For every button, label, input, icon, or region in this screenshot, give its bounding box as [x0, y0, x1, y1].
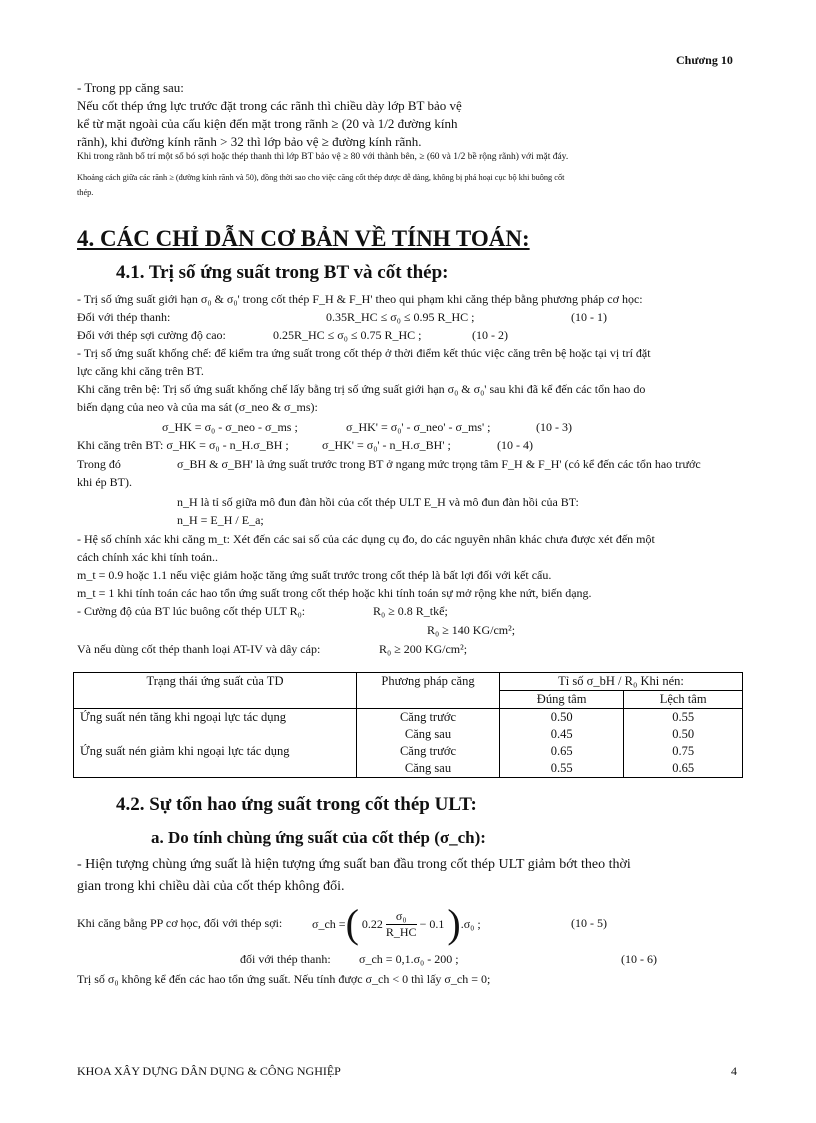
table-header-centric: Đúng tâm: [500, 691, 624, 709]
table-cell-state: [74, 726, 357, 743]
section-a-heading: a. Do tính chùng ứng suất của cốt thép (σ_ch):: [151, 828, 486, 847]
formula-coef: 0.22: [361, 917, 383, 931]
body41-p16: m_t = 0.9 hoặc 1.1 nếu việc giảm hoặc tăng ứng suất trước trong cốt thép là bất lợi đối với kết cấu.: [77, 568, 552, 582]
body41-p18b: R₀ ≥ 0.8 R_tkể;: [373, 604, 448, 618]
body41-p18a: - Cường độ của BT lúc buông cốt thép ULT R₀:: [77, 604, 306, 618]
body41-p8a: σ_HK = σ₀ - σ_neo - σ_ms ;: [162, 420, 298, 434]
eq-10-2: (10 - 2): [472, 328, 508, 342]
section-4-2-heading: 4.2. Sự tổn hao ứng suất trong cốt thép ULT:: [116, 794, 477, 815]
table-cell-centric: 0.50: [500, 709, 624, 727]
formula-lhs: σ_ch =: [312, 917, 346, 931]
table-row: [74, 726, 743, 743]
table-cell-eccentric: 0.75: [624, 743, 743, 760]
body41-p10a: Trong đó: [77, 457, 121, 471]
intro-line-3: kể từ mặt ngoài của cấu kiện đến mặt trong rãnh ≥ (20 và 1/2 đường kính: [77, 116, 458, 131]
table-cell-centric: 0.55: [500, 760, 624, 778]
table-cell-eccentric: 0.50: [624, 726, 743, 743]
body41-p4: - Trị số ứng suất khống chế: để kiểm tra ứng suất trong cốt thép ở thời điểm kết thúc việc căng trên bệ hoặc tại vị trí đặt: [77, 346, 651, 360]
table-header-ratio: Tỉ số σ_bH / R₀ Khi nén:: [500, 673, 743, 691]
body41-p2a: Đối với thép thanh:: [77, 310, 171, 324]
intro-line-7: thép.: [77, 188, 94, 197]
table-cell-method: Căng trước: [357, 709, 500, 727]
table-cell-method: Căng trước: [357, 743, 500, 760]
body41-p12: n_H là tỉ số giữa mô đun đàn hồi của cốt thép ULT E_H và mô đun đàn hồi của BT:: [177, 495, 579, 509]
table-header-eccentric: Lệch tâm: [624, 691, 743, 709]
table-header-state: Trạng thái ứng suất của TD: [146, 674, 284, 688]
formula-10-6: σ_ch = 0,1.σ₀ - 200 ;: [359, 952, 459, 966]
table-cell-centric: 0.65: [500, 743, 624, 760]
table-cell-state: Ứng suất nén giảm khi ngoại lực tác dụng: [80, 744, 290, 758]
intro-line-2: Nếu cốt thép ứng lực trước đặt trong các rãnh thì chiều dày lớp BT bảo vệ: [77, 98, 462, 113]
formula-10-5: [312, 899, 481, 949]
footer-faculty: KHOA XÂY DỰNG DÂN DỤNG & CÔNG NGHIỆP: [77, 1064, 341, 1078]
body41-p9a: Khi căng trên BT: σ_HK = σ₀ - n_H.σ_BH ;: [77, 438, 289, 452]
body41-p20b: R₀ ≥ 200 KG/cm²;: [379, 642, 468, 656]
body41-p1: - Trị số ứng suất giới hạn σ₀ & σ₀' trong cốt thép F_H & F_H' theo qui phạm khi căng thép bằng phương pháp cơ học:: [77, 292, 643, 306]
body41-p19: R₀ ≥ 140 KG/cm²;: [427, 623, 516, 637]
body41-p14: - Hệ số chính xác khi căng m_t: Xét đến các sai số của các dụng cụ đo, do các nguyên nhân khác chưa được xét đến một: [77, 532, 655, 546]
table-cell-eccentric: 0.55: [624, 709, 743, 727]
chapter-label: Chương 10: [676, 53, 733, 67]
left-paren: (: [345, 901, 359, 946]
table-row: [74, 709, 743, 727]
bodyA-p2: gian trong khi chiều dài của cốt thép không đổi.: [77, 879, 345, 894]
stress-ratio-table: [73, 672, 743, 778]
eq-10-3: (10 - 3): [536, 420, 572, 434]
section-4-1-heading: 4.1. Trị số ứng suất trong BT và cốt thép:: [116, 262, 449, 283]
formula-tail: − 0.1: [419, 917, 445, 931]
eq-10-6: (10 - 6): [621, 952, 657, 966]
formula-end: .σ₀ ;: [460, 917, 481, 931]
formula-fraction: [386, 909, 417, 940]
intro-line-6: Khoảng cách giữa các rãnh ≥ (đường kính rãnh và 50), đồng thời sao cho việc căng cốt thép được dễ dàng, không bị phá hoại cục bộ khi buông cốt: [77, 173, 565, 182]
body41-p9b: σ_HK' = σ₀' - n_H.σ_BH' ;: [322, 438, 451, 452]
intro-line-1: - Trong pp căng sau:: [77, 80, 184, 95]
fraction-numerator: σ₀: [386, 909, 417, 925]
body41-p2b: 0.35R_HC ≤ σ₀ ≤ 0.95 R_HC ;: [326, 310, 475, 324]
body41-p3b: 0.25R_HC ≤ σ₀ ≤ 0.75 R_HC ;: [273, 328, 422, 342]
table-cell-method: Căng sau: [357, 760, 500, 778]
body41-p13: n_H = E_H / E_a;: [177, 513, 264, 527]
intro-line-5: Khi trong rãnh bố trí một số bó sợi hoặc thép thanh thì lớp BT bảo vệ ≥ 80 với thành bên, ≥ (60 và 1/2 bề rộng rãnh) với mặt đáy.: [77, 152, 569, 162]
formula-10-6-label: đối với thép thanh:: [240, 952, 331, 966]
table-cell-eccentric: 0.65: [624, 760, 743, 778]
table-cell-state: Ứng suất nén tăng khi ngoại lực tác dụng: [74, 709, 357, 727]
table-cell-state: [74, 760, 357, 778]
bodyA-p3: Trị số σ₀ không kể đến các hao tổn ứng suất. Nếu tính được σ_ch < 0 thì lấy σ_ch = 0;: [77, 972, 491, 986]
eq-10-5: (10 - 5): [571, 916, 607, 930]
right-paren: ): [447, 901, 461, 946]
body41-p3a: Đối với thép sợi cường độ cao:: [77, 328, 226, 342]
body41-p20a: Và nếu dùng cốt thép thanh loại AT-IV và dây cáp:: [77, 642, 321, 656]
table-header-method: Phương pháp căng: [357, 673, 500, 709]
formula-10-5-label: Khi căng bằng PP cơ học, đối với thép sợi:: [77, 916, 283, 930]
body41-p7: biến dạng của neo và của ma sát (σ_neo & σ_ms):: [77, 400, 318, 414]
body41-p6: Khi căng trên bệ: Trị số ứng suất khống chế lấy bằng trị số ứng suất giới hạn σ₀ & σ₀' sau khi đã kể đến các tổn hao do: [77, 382, 646, 396]
body41-p10b: σ_BH & σ_BH' là ứng suất trước trong BT ở ngang mức trọng tâm F_H & F_H' (có kể đến các tổn hao trước: [177, 457, 701, 471]
body41-p11: khi ép BT).: [77, 475, 132, 489]
page-number: 4: [731, 1064, 737, 1078]
table-row: [74, 760, 743, 778]
body41-p17: m_t = 1 khi tính toán các hao tổn ứng suất trong cốt thép hoặc khi tính toán sự mở rộng khe nứt, biến dạng.: [77, 586, 592, 600]
fraction-denominator: R_HC: [385, 924, 417, 939]
body41-p5: lực căng khi căng trên BT.: [77, 364, 204, 378]
section-4-heading: 4. CÁC CHỈ DẪN CƠ BẢN VỀ TÍNH TOÁN:: [77, 226, 530, 251]
table-row: [74, 743, 743, 760]
body41-p15: cách chính xác khi tính toán..: [77, 550, 218, 564]
body41-p8b: σ_HK' = σ₀' - σ_neo' - σ_ms' ;: [346, 420, 491, 434]
intro-line-4: rãnh), khi đường kính rãnh > 32 thì lớp bảo vệ ≥ đường kính rãnh.: [77, 134, 422, 149]
bodyA-p1: - Hiện tượng chùng ứng suất là hiện tượng ứng suất ban đầu trong cốt thép ULT giảm bớt theo thời: [77, 857, 631, 872]
eq-10-1: (10 - 1): [571, 310, 607, 324]
table-cell-method: Căng sau: [357, 726, 500, 743]
eq-10-4: (10 - 4): [497, 438, 533, 452]
table-cell-centric: 0.45: [500, 726, 624, 743]
